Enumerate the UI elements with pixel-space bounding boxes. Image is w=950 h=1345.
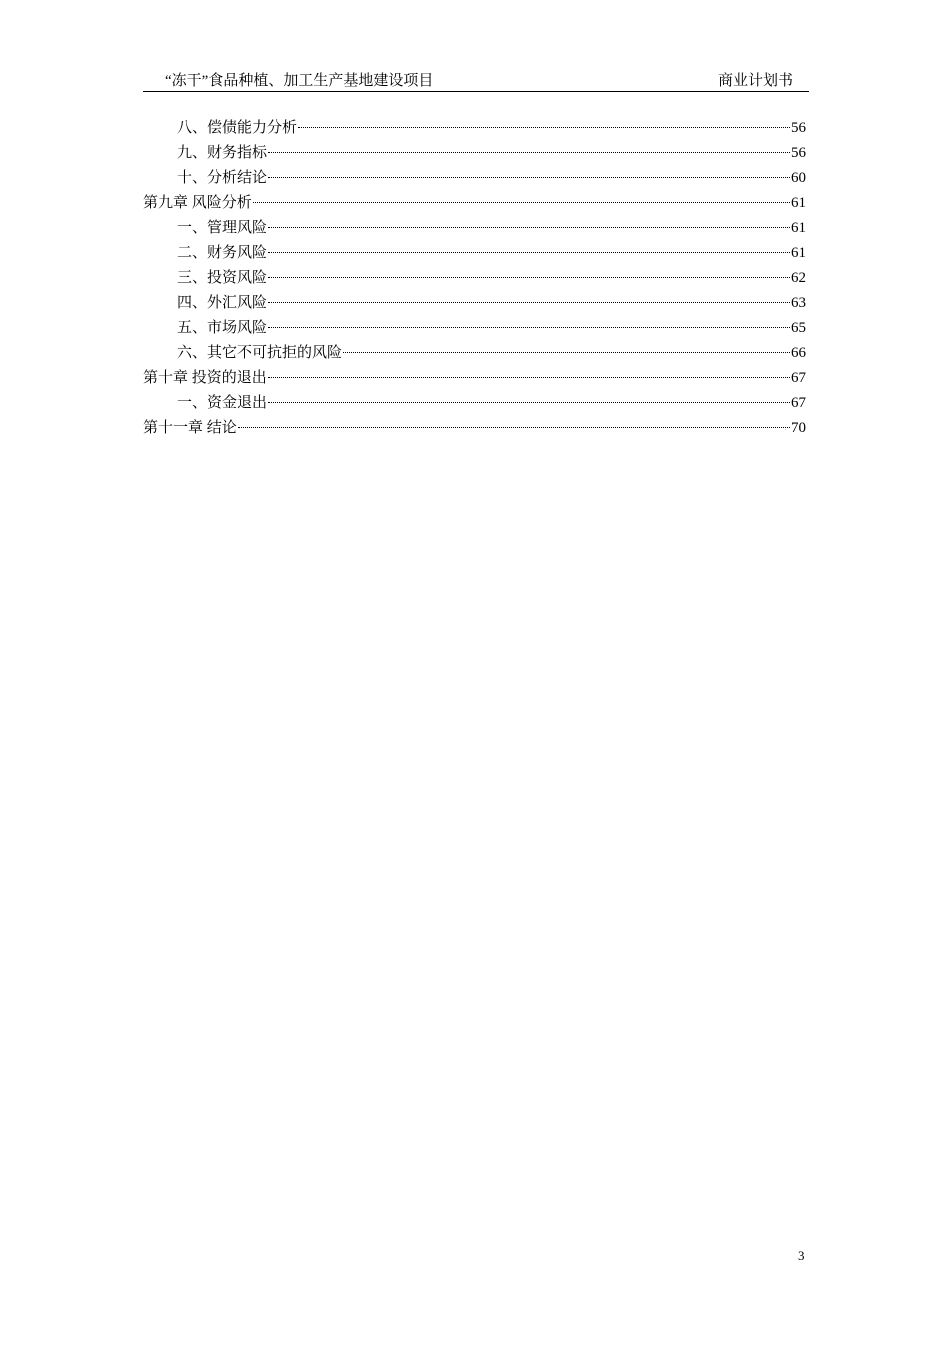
toc-dot-leader [253,202,790,203]
toc-chapter-entry[interactable] [143,191,806,216]
toc-section-entry[interactable] [143,316,806,341]
toc-dot-leader [268,402,790,403]
toc-section-entry[interactable] [143,141,806,166]
toc-entry-label: 二、财务风险 [177,245,268,261]
toc-section-entry[interactable] [143,116,806,141]
toc-dot-leader [268,252,790,253]
toc-chapter-entry[interactable] [143,366,806,391]
toc-dot-leader [343,352,790,353]
toc-entry-label: 第十一章 结论 [143,420,237,436]
page-header [143,67,809,92]
toc-entry-page: 66 [791,345,806,361]
toc-entry-page: 61 [791,245,806,261]
toc-entry-page: 70 [791,420,806,436]
toc-entry-page: 61 [791,195,806,211]
toc-dot-leader [268,152,790,153]
toc-dot-leader [268,277,790,278]
header-title: “冻干”食品种植、加工生产基地建设项目 [165,73,434,89]
toc-entry-page: 67 [791,370,806,386]
toc-entry-label: 一、管理风险 [177,220,268,236]
toc-dot-leader [268,302,790,303]
header-doc-type: 商业计划书 [717,73,793,89]
toc-entry-label: 八、偿债能力分析 [177,120,298,136]
toc-section-entry[interactable] [143,241,806,266]
toc-section-entry[interactable] [143,216,806,241]
toc-entry-page: 67 [791,395,806,411]
toc-entry-page: 62 [791,270,806,286]
toc-section-entry[interactable] [143,391,806,416]
toc-dot-leader [268,177,790,178]
toc-entry-label: 十、分析结论 [177,170,268,186]
toc-entry-page: 63 [791,295,806,311]
toc-entry-label: 第九章 风险分析 [143,195,252,211]
toc-entry-label: 第十章 投资的退出 [143,370,267,386]
toc-entry-page: 60 [791,170,806,186]
toc-section-entry[interactable] [143,166,806,191]
toc-entry-label: 九、财务指标 [177,145,268,161]
toc-section-entry[interactable] [143,266,806,291]
toc-dot-leader [268,377,790,378]
toc-entry-label: 四、外汇风险 [177,295,268,311]
toc-entry-page: 65 [791,320,806,336]
toc-chapter-entry[interactable] [143,416,806,441]
toc-entry-label: 六、其它不可抗拒的风险 [177,345,343,361]
toc-entry-label: 一、资金退出 [177,395,268,411]
toc-entry-page: 61 [791,220,806,236]
page-number: 3 [798,1248,805,1263]
toc-section-entry[interactable] [143,341,806,366]
toc-entry-page: 56 [791,145,806,161]
toc-dot-leader [298,127,790,128]
toc-entry-page: 56 [791,120,806,136]
toc-dot-leader [268,327,790,328]
table-of-contents [143,116,806,441]
toc-section-entry[interactable] [143,291,806,316]
toc-dot-leader [268,227,790,228]
toc-dot-leader [238,427,790,428]
toc-entry-label: 三、投资风险 [177,270,268,286]
toc-entry-label: 五、市场风险 [177,320,268,336]
